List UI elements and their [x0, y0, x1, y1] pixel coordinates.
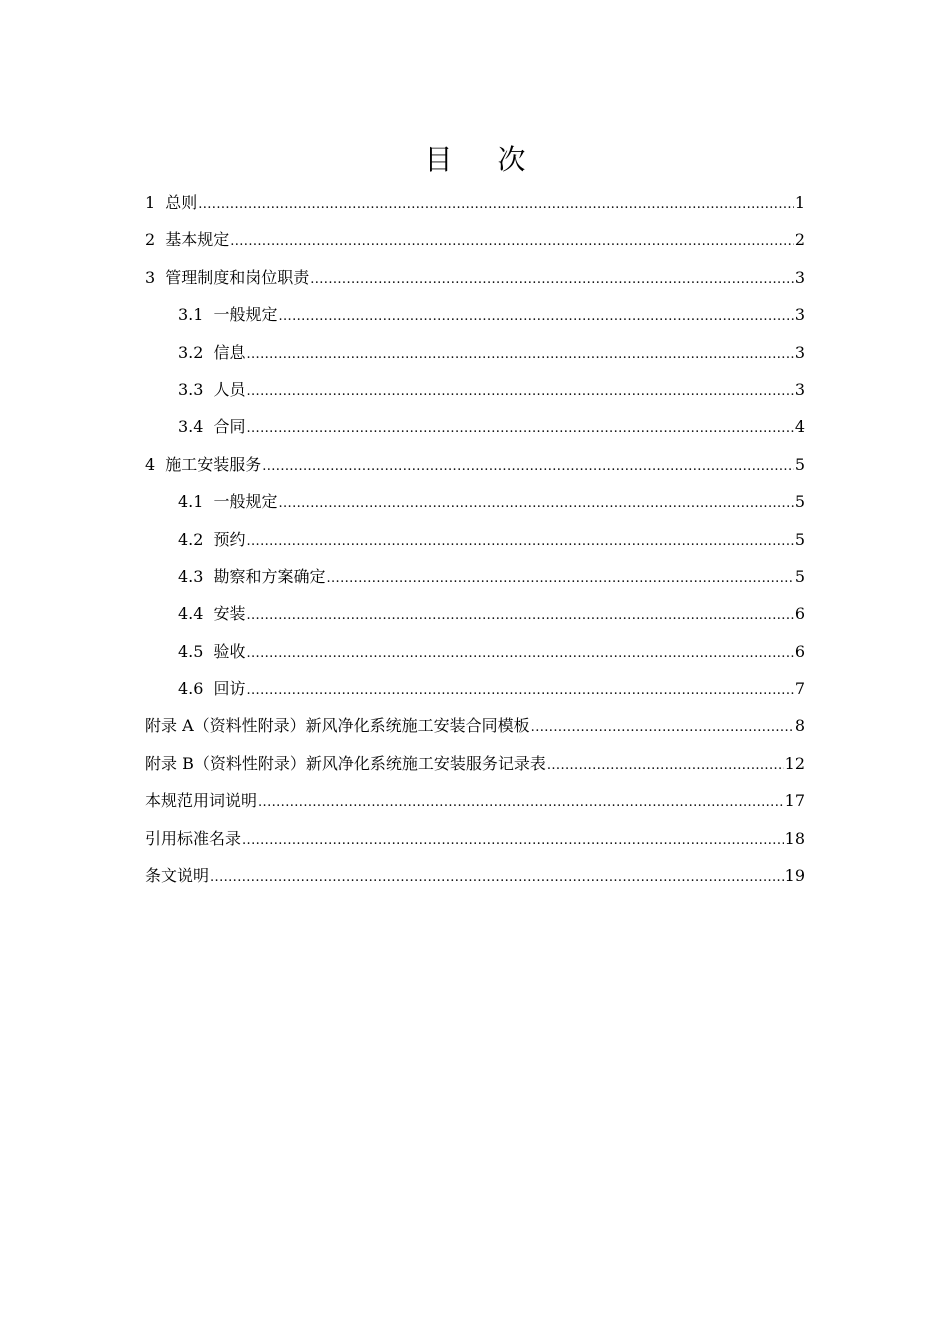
toc-title: 目 次 [424, 143, 544, 176]
toc-entry-label: 人员 [213, 379, 246, 399]
toc-entry-label: 验收 [213, 641, 246, 661]
toc-dot-leader [246, 408, 793, 447]
toc-dot-leader [547, 745, 784, 784]
toc-entry-label: 一般规定 [213, 305, 278, 325]
toc-entry-label: 附录 A（资料性附录）新风净化系统施工安装合同模板 [145, 716, 530, 736]
toc-entry-page: 3 [794, 267, 805, 287]
toc-entry-number: 4.5 [178, 641, 204, 661]
toc-entry-label: 预约 [213, 529, 246, 549]
toc-entry-page: 3 [794, 379, 805, 399]
toc-entry-label: 回访 [213, 679, 246, 699]
toc-entry-page: 6 [794, 604, 805, 624]
toc-entry-label: 条文说明 [145, 866, 210, 886]
toc-entry[interactable] [145, 296, 805, 333]
toc-entry[interactable] [145, 334, 805, 371]
toc-dot-leader [246, 521, 793, 560]
toc-entry[interactable] [145, 408, 805, 445]
toc-entry-label: 附录 B（资料性附录）新风净化系统施工安装服务记录表 [145, 753, 546, 773]
toc-entry-label: 施工安装服务 [165, 454, 262, 474]
toc-dot-leader [242, 820, 784, 859]
toc-entry[interactable] [145, 670, 805, 707]
toc-dot-leader [198, 184, 794, 223]
toc-entry-page: 3 [794, 305, 805, 325]
toc-dot-leader [310, 259, 794, 298]
toc-entry[interactable] [145, 521, 805, 558]
toc-entry-page: 5 [794, 492, 805, 512]
toc-entry-label: 合同 [213, 417, 246, 437]
toc-entry-page: 5 [794, 566, 805, 586]
toc-entry-page: 8 [794, 716, 805, 736]
toc-entry-page: 12 [784, 753, 805, 773]
toc-entry-page: 6 [794, 641, 805, 661]
toc-entry-page: 5 [794, 454, 805, 474]
toc-entry-label: 引用标准名录 [145, 828, 242, 848]
toc-entry[interactable] [145, 184, 805, 221]
toc-entry-page: 5 [794, 529, 805, 549]
toc-dot-leader [278, 483, 793, 522]
toc-entry-number: 3.1 [178, 305, 204, 325]
toc-entry-label: 总则 [165, 193, 198, 212]
toc-entry-page: 4 [794, 417, 805, 437]
toc-entry-label: 一般规定 [213, 492, 278, 512]
toc-entry[interactable] [145, 707, 805, 744]
toc-entry-page: 19 [784, 866, 805, 886]
toc-dot-leader [326, 558, 793, 597]
toc-list [145, 184, 805, 894]
toc-entry[interactable] [145, 371, 805, 408]
toc-dot-leader [246, 371, 793, 410]
toc-entry-label: 本规范用词说明 [145, 791, 258, 811]
toc-dot-leader [278, 296, 793, 335]
toc-entry[interactable] [145, 595, 805, 632]
toc-entry[interactable] [145, 633, 805, 670]
toc-entry-number: 4 [145, 454, 156, 474]
toc-entry-number: 4.4 [178, 604, 204, 624]
toc-entry[interactable] [145, 782, 805, 819]
toc-dot-leader [230, 221, 794, 260]
toc-entry-number: 4.3 [178, 566, 204, 586]
toc-entry-page: 7 [794, 679, 805, 699]
toc-dot-leader [531, 707, 794, 746]
toc-entry-number: 3.3 [178, 379, 204, 399]
toc-dot-leader [262, 446, 794, 485]
toc-entry-number: 2 [145, 230, 156, 250]
toc-entry-label: 勘察和方案确定 [213, 566, 326, 586]
toc-entry-number: 4.6 [178, 679, 204, 699]
toc-entry[interactable] [145, 259, 805, 296]
toc-dot-leader [246, 633, 793, 672]
toc-dot-leader [210, 857, 784, 896]
toc-entry[interactable] [145, 446, 805, 483]
toc-entry-page: 1 [794, 193, 805, 212]
toc-entry-number: 4.1 [178, 492, 204, 512]
toc-dot-leader [246, 595, 793, 634]
toc-entry[interactable] [145, 820, 805, 857]
toc-entry-label: 管理制度和岗位职责 [165, 267, 310, 287]
toc-entry[interactable] [145, 558, 805, 595]
toc-entry-number: 1 [145, 193, 156, 212]
toc-entry[interactable] [145, 745, 805, 782]
toc-entry[interactable] [145, 221, 805, 258]
toc-entry-label: 安装 [213, 604, 246, 624]
toc-entry-page: 17 [784, 791, 805, 811]
toc-entry[interactable] [145, 483, 805, 520]
toc-entry-number: 3.2 [178, 342, 204, 362]
toc-entry[interactable] [145, 857, 805, 894]
toc-entry-number: 4.2 [178, 529, 204, 549]
toc-dot-leader [246, 670, 793, 709]
toc-dot-leader [258, 782, 784, 821]
toc-entry-label: 信息 [213, 342, 246, 362]
toc-entry-page: 3 [794, 342, 805, 362]
toc-entry-label: 基本规定 [165, 230, 230, 250]
toc-entry-number: 3.4 [178, 417, 204, 437]
toc-dot-leader [246, 334, 793, 373]
toc-entry-number: 3 [145, 267, 156, 287]
toc-entry-page: 18 [784, 828, 805, 848]
toc-entry-page: 2 [794, 230, 805, 250]
